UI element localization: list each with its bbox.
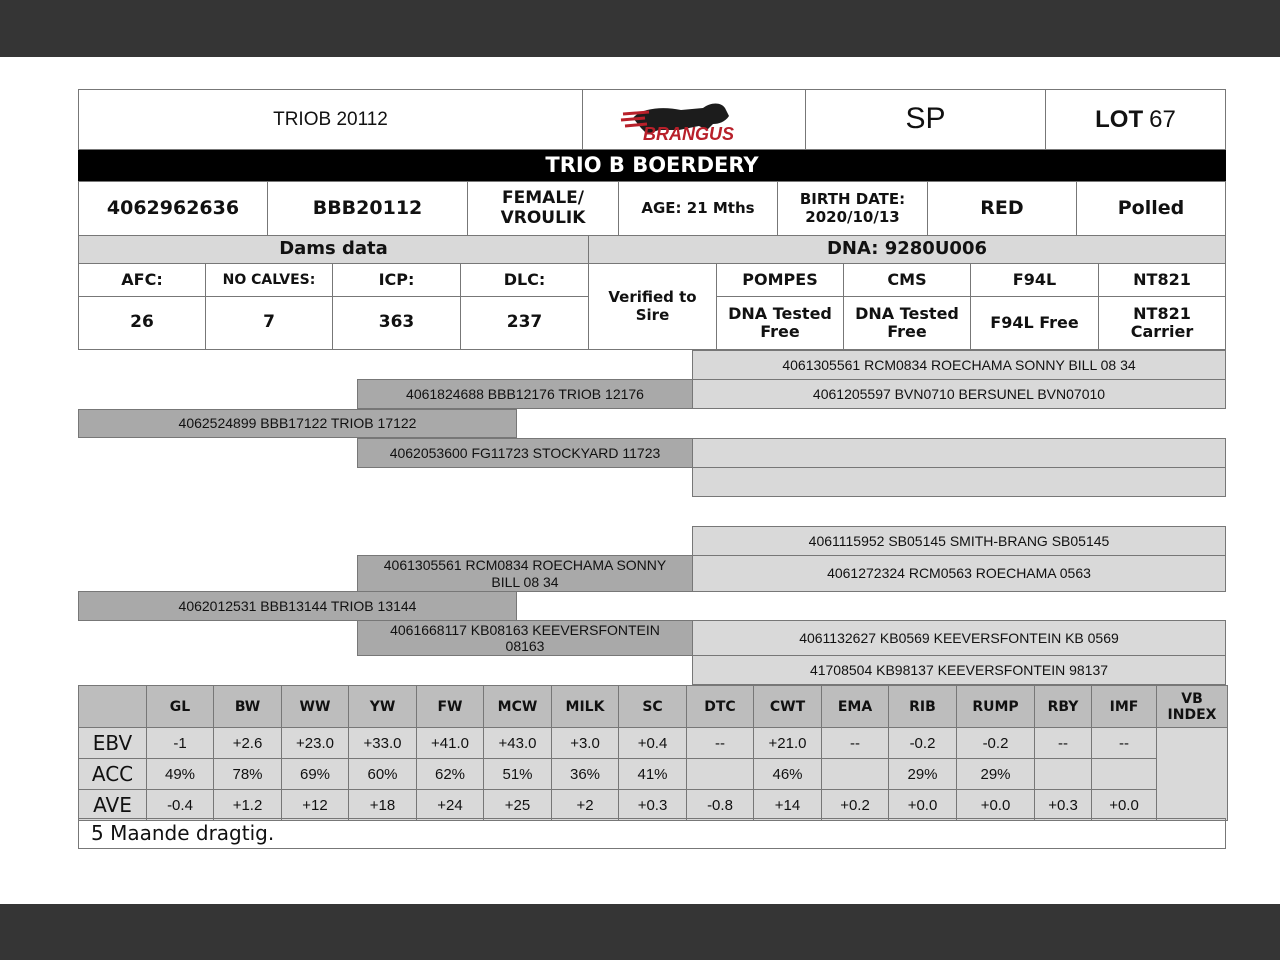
dams-data-header [78,235,589,264]
dams-data-title: Dams data [279,238,388,260]
ebv-value-cell: +41.0 [417,728,484,759]
pedigree-dam-sire-dam [692,555,1226,592]
animal-colour-text: RED [980,196,1024,219]
verified-text: Verified to Sire [608,288,697,324]
ebv-value-cell: -0.2 [957,728,1035,759]
nt821-header [1098,263,1226,297]
no-calves-header [205,263,333,297]
animal-sex [467,181,619,236]
pompes-value-text: DNA Tested Free [728,303,832,341]
ebv-value-cell: +2.6 [214,728,282,759]
ebv-value-cell: +25 [484,790,552,821]
f94l-header [970,263,1099,297]
dlc-header [460,263,589,297]
ebv-value-cell [687,759,754,790]
pedigree-text: 4061305561 RCM0834 ROECHAMA SONNY BILL 08 34 [383,557,667,590]
pedigree-text: 4061132627 KB0569 KEEVERSFONTEIN KB 0569 [799,629,1119,646]
cms-label: CMS [887,269,927,289]
afc-value [78,296,206,350]
brangus-logo [582,89,806,150]
pedigree-sire-sire-dam [692,379,1226,409]
ebv-value-cell: 49% [147,759,214,790]
ebv-value-cell: +0.4 [619,728,687,759]
ebv-header-rump: RUMP [957,686,1035,728]
ebv-value-cell: -0.8 [687,790,754,821]
pedigree-text: 4061668117 KB08163 KEEVERSFONTEIN 08163 [390,621,660,654]
ebv-value-cell: +0.2 [822,790,889,821]
ebv-header-rby: RBY [1035,686,1092,728]
no-calves-value [205,296,333,350]
nt821-value [1098,296,1226,350]
cms-value-text: DNA Tested Free [855,303,959,341]
pedigree-text: 4061824688 BBB12176 TRIOB 12176 [406,385,644,402]
horn-status-text: Polled [1117,196,1185,219]
ebv-value-cell: -0.4 [147,790,214,821]
ebv-value-cell: +1.2 [214,790,282,821]
lot-cell [1045,89,1226,150]
pedigree-text: 41708504 KB98137 KEEVERSFONTEIN 98137 [809,661,1109,678]
animal-id [78,181,268,236]
afc-label: AFC: [121,269,163,289]
ebv-value-cell: +21.0 [754,728,822,759]
cms-value [843,296,971,350]
ebv-header-cwt: CWT [754,686,822,728]
animal-age-text: AGE: 21 Mths [641,198,755,217]
ebv-row-label: ACC [79,759,147,790]
pedigree-dam-sire-sire [692,526,1226,556]
ebv-value-cell: 29% [889,759,957,790]
birth-date-value: 2020/10/13 [805,207,900,226]
brangus-logo-icon [619,96,769,144]
ebv-row-label: EBV [79,728,147,759]
dlc-value-text: 237 [506,312,543,333]
ebv-header-yw: YW [349,686,417,728]
ebv-header-milk: MILK [552,686,619,728]
ebv-table [78,685,1228,821]
pompes-header [716,263,844,297]
ebv-value-cell: 36% [552,759,619,790]
ebv-header-fw: FW [417,686,484,728]
ebv-value-cell: -- [687,728,754,759]
ebv-value-cell: 46% [754,759,822,790]
ebv-row-label: AVE [79,790,147,821]
pedigree-sire-dam-sire [692,438,1226,468]
nt821-value-text: NT821 Carrier [1130,303,1194,341]
ebv-value-cell: +14 [754,790,822,821]
afc-header [78,263,206,297]
ebv-row [79,728,1228,759]
pedigree-sire [78,409,517,438]
pedigree-dam-dam-dam [692,655,1226,685]
pedigree-text: 4062524899 BBB17122 TRIOB 17122 [178,415,417,432]
svg-text:BRANGUS: BRANGUS [643,123,735,144]
animal-colour [927,181,1077,236]
animal-code [267,181,468,236]
lot-label: LOT [1095,105,1144,133]
top-dark-bar [0,0,1280,57]
ebv-value-cell: +18 [349,790,417,821]
ebv-value-cell: 29% [957,759,1035,790]
ebv-header-sc: SC [619,686,687,728]
animal-code-text: BBB20112 [312,196,423,219]
dna-title: DNA: 9280U006 [826,238,988,260]
icp-header [332,263,461,297]
dna-header [588,235,1226,264]
f94l-value-text: F94L Free [990,312,1079,332]
pompes-value [716,296,844,350]
ebv-header-imf: IMF [1092,686,1157,728]
dlc-label: DLC: [503,269,546,289]
breeder-text: TRIO B BOERDERY [545,153,759,178]
nt821-label: NT821 [1133,269,1191,289]
ebv-value-cell [1035,759,1092,790]
bottom-dark-bar [0,904,1280,960]
ebv-value-cell: +3.0 [552,728,619,759]
pedigree-sire-dam-dam [692,467,1226,497]
ebv-value-cell: -- [822,728,889,759]
ebv-value-cell: +0.0 [1092,790,1157,821]
vb-index-cell [1157,728,1228,821]
pedigree-text: 4062012531 BBB13144 TRIOB 13144 [178,597,417,614]
ebv-value-cell: +43.0 [484,728,552,759]
registration-name [78,89,583,150]
pedigree-text: 4061272324 RCM0563 ROECHAMA 0563 [827,565,1091,582]
breeder-header [78,150,1226,181]
ebv-value-cell: 78% [214,759,282,790]
remarks-text: 5 Maande dragtig. [91,821,275,845]
pedigree-text: 4062053600 FG11723 STOCKYARD 11723 [389,444,661,461]
ebv-value-cell [822,759,889,790]
lot-number: 67 [1149,105,1176,133]
ebv-value-cell: 62% [417,759,484,790]
pedigree-dam-dam [357,620,693,656]
ebv-value-cell: -- [1035,728,1092,759]
f94l-value [970,296,1099,350]
pedigree-text: 4061115952 SB05145 SMITH-BRANG SB05145 [808,532,1110,549]
icp-value [332,296,461,350]
ebv-header-bw: BW [214,686,282,728]
ebv-header-dtc: DTC [687,686,754,728]
birth-date-label: BIRTH DATE: [799,190,906,209]
ebv-value-cell: -- [1092,728,1157,759]
dlc-value [460,296,589,350]
ebv-value-cell: +0.3 [619,790,687,821]
ebv-value-cell: +12 [282,790,349,821]
ebv-value-cell: +2 [552,790,619,821]
ebv-header-gl: GL [147,686,214,728]
grade-text: SP [905,102,946,136]
ebv-value-cell: 41% [619,759,687,790]
registration-text: TRIOB 20112 [273,108,388,130]
ebv-value-cell: +24 [417,790,484,821]
animal-sex-text: FEMALE/ VROULIK [500,187,586,228]
afc-value-text: 26 [130,312,154,333]
ebv-header-blank [79,686,147,728]
ebv-header-rib: RIB [889,686,957,728]
acc-row [79,759,1228,790]
cms-header [843,263,971,297]
ebv-value-cell: 51% [484,759,552,790]
ebv-header-row [79,686,1228,728]
horn-status [1076,181,1226,236]
pompes-label: POMPES [742,269,818,289]
ebv-header-ema: EMA [822,686,889,728]
pedigree-dam [78,591,517,621]
grade-cell [805,89,1046,150]
animal-id-text: 4062962636 [106,196,240,219]
pedigree-sire-sire [357,379,693,409]
pedigree-text: 4061205597 BVN0710 BERSUNEL BVN07010 [812,385,1106,402]
ebv-value-cell: +0.3 [1035,790,1092,821]
ebv-value-cell: 60% [349,759,417,790]
no-calves-value-text: 7 [263,312,275,333]
ebv-value-cell: -1 [147,728,214,759]
icp-value-text: 363 [378,312,415,333]
ebv-value-cell [1092,759,1157,790]
ebv-value-cell: +0.0 [957,790,1035,821]
remarks [78,818,1226,849]
pedigree-sire-sire-sire [692,350,1226,380]
ebv-value-cell: +33.0 [349,728,417,759]
pedigree-sire-dam [357,438,693,468]
verified-to-sire [588,263,717,350]
birth-date-cell [777,181,928,236]
pedigree-dam-dam-sire [692,620,1226,656]
ebv-value-cell: -0.2 [889,728,957,759]
ebv-value-cell: +23.0 [282,728,349,759]
f94l-label: F94L [1012,269,1057,289]
ebv-value-cell: 69% [282,759,349,790]
animal-age [618,181,778,236]
ebv-header-mcw: MCW [484,686,552,728]
pedigree-dam-sire [357,555,693,592]
ebv-header-vb-index: VB INDEX [1157,686,1228,728]
ebv-header-ww: WW [282,686,349,728]
ave-row [79,790,1228,821]
no-calves-label: NO CALVES: [222,271,316,288]
icp-label: ICP: [378,269,415,289]
ebv-value-cell: +0.0 [889,790,957,821]
pedigree-text: 4061305561 RCM0834 ROECHAMA SONNY BILL 08 34 [782,356,1136,373]
